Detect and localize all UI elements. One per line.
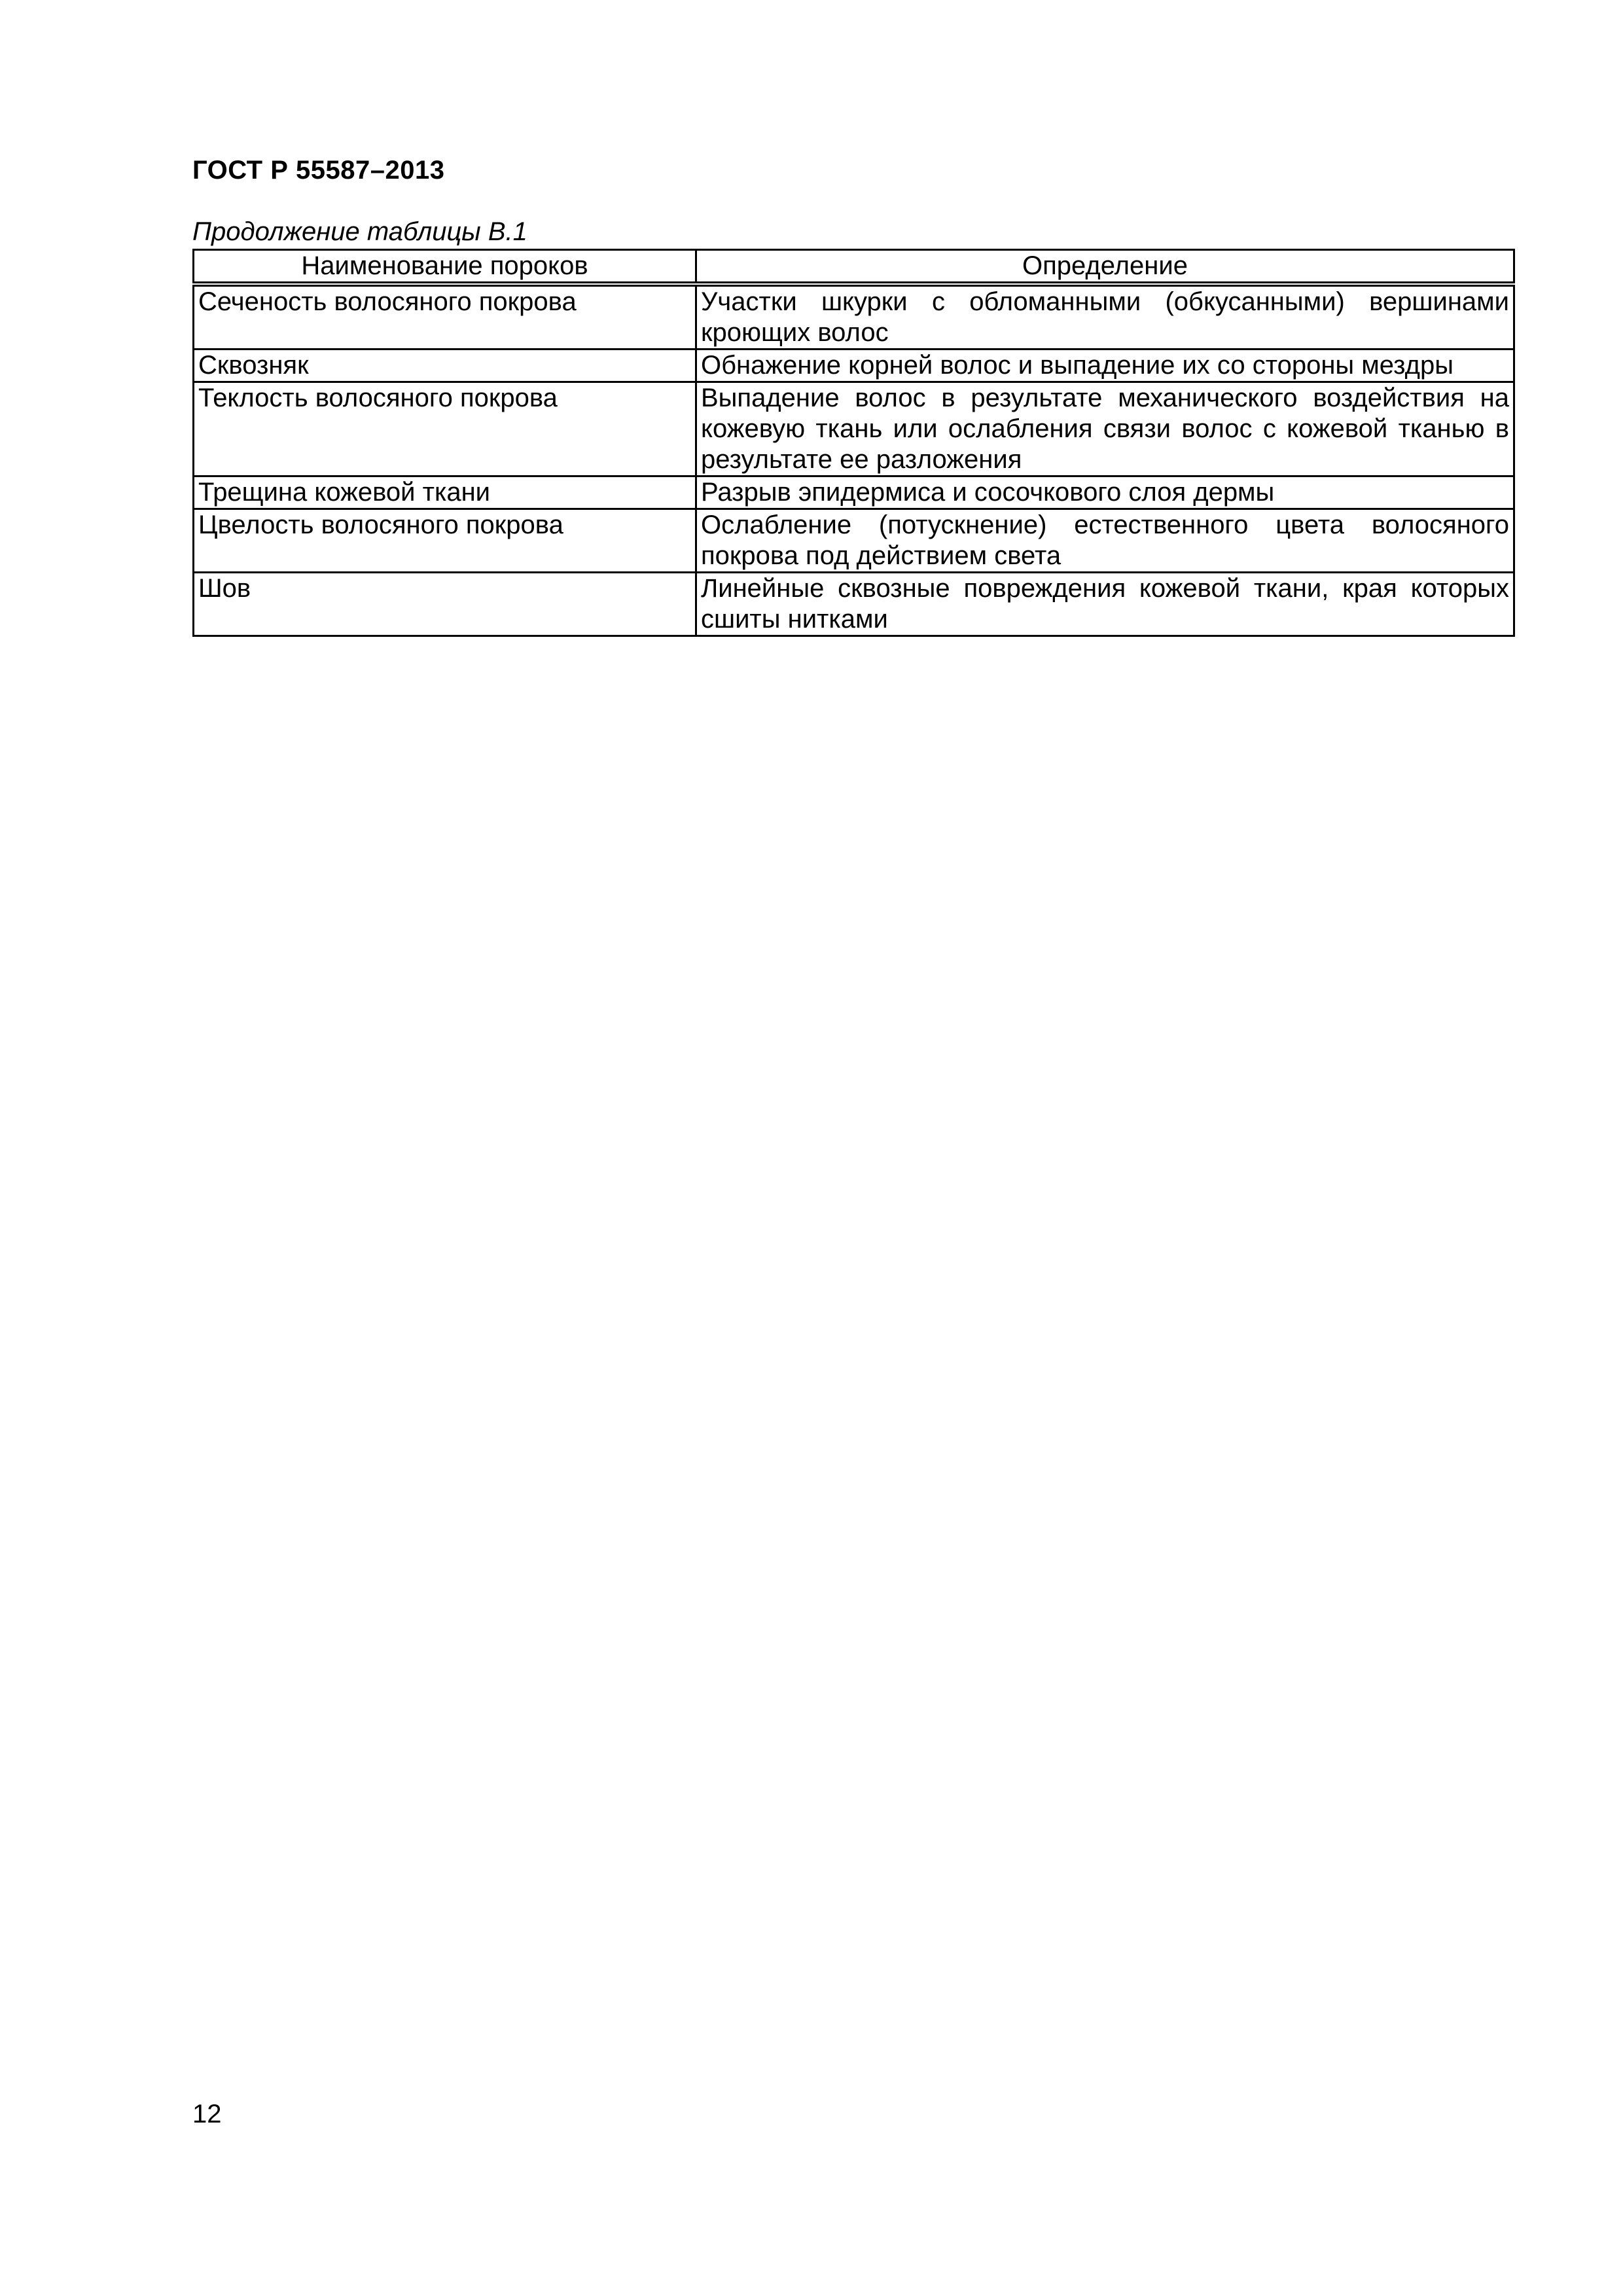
defect-name-cell: Сеченость волосяного покрова: [194, 284, 696, 350]
table-row: [194, 573, 1514, 636]
table-row: [194, 284, 1514, 350]
table-header-row: [194, 250, 1514, 285]
defect-definition-cell: Выпадение волос в результате механического воздействия на кожевую ткань или ослабления связи волос с кожевой тканью в результате ее разложения: [696, 382, 1514, 476]
defect-definition-cell: Разрыв эпидермиса и сосочкового слоя дермы: [696, 476, 1514, 509]
defect-name-cell: Шов: [194, 573, 696, 636]
defect-name-cell: Сквозняк: [194, 350, 696, 382]
page-number: 12: [192, 2100, 222, 2128]
table-row: [194, 382, 1514, 476]
table-caption: Продолжение таблицы В.1: [192, 217, 527, 246]
defect-name-cell: Трещина кожевой ткани: [194, 476, 696, 509]
defect-definition-cell: Обнажение корней волос и выпадение их со стороны мездры: [696, 350, 1514, 382]
defect-name-cell: Теклость волосяного покрова: [194, 382, 696, 476]
table-row: [194, 350, 1514, 382]
defect-name-cell: Цвелость волосяного покрова: [194, 509, 696, 573]
document-standard-number: ГОСТ Р 55587–2013: [192, 156, 445, 185]
table-row: [194, 509, 1514, 573]
defects-table: [192, 249, 1515, 637]
column-header-definition: Определение: [696, 250, 1514, 285]
defect-definition-cell: Линейные сквозные повреждения кожевой ткани, края которых сшиты нитками: [696, 573, 1514, 636]
table-row: [194, 476, 1514, 509]
defect-definition-cell: Участки шкурки с обломанными (обкусанными) вершинами кроющих волос: [696, 284, 1514, 350]
column-header-name: Наименование пороков: [194, 250, 696, 285]
defect-definition-cell: Ослабление (потускнение) естественного цвета волосяного покрова под действием света: [696, 509, 1514, 573]
